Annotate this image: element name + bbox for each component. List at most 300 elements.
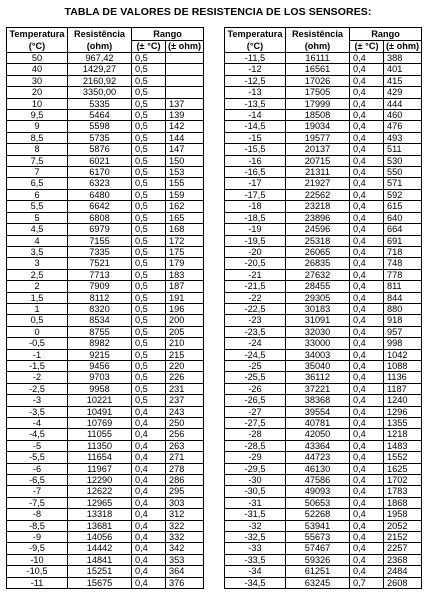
temperature-cell: -21,5 [225,281,286,292]
range-c-cell: 0,4 [350,338,384,349]
table-row [7,532,204,543]
table-row [225,201,422,212]
resistance-cell: 2160,92 [68,75,132,86]
range-ohm-cell: 215 [166,349,204,360]
range-c-cell: 0,5 [132,167,166,178]
range-ohm-cell: 342 [166,543,204,554]
resistance-cell: 14056 [68,532,132,543]
range-ohm-cell [166,87,204,98]
range-ohm-cell: 220 [166,360,204,371]
temperature-cell: -2,5 [7,383,68,394]
resistance-cell: 9215 [68,349,132,360]
resistance-cell: 9958 [68,383,132,394]
temperature-cell: -18,5 [225,212,286,223]
resistance-cell: 38368 [286,395,350,406]
table-row [225,532,422,543]
range-ohm-cell: 415 [384,75,422,86]
table-row [225,98,422,109]
temperature-cell: 3,5 [7,246,68,257]
range-ohm-cell: 1218 [384,429,422,440]
resistance-cell: 7713 [68,269,132,280]
table-row [225,497,422,508]
range-ohm-cell: 295 [166,486,204,497]
table-row [7,360,204,371]
temperature-cell: -9,5 [7,543,68,554]
range-ohm-cell: 168 [166,224,204,235]
table-row [225,258,422,269]
resistance-cell: 7335 [68,246,132,257]
table-row [7,497,204,508]
temperature-cell: 0,5 [7,315,68,326]
table-row [7,577,204,588]
resistance-cell: 5735 [68,132,132,143]
temperature-cell: -14,5 [225,121,286,132]
temperature-cell: -30,5 [225,486,286,497]
range-c-cell: 0,4 [350,292,384,303]
range-ohm-cell: 493 [384,132,422,143]
resistance-cell: 57467 [286,543,350,554]
range-c-cell: 0,4 [350,326,384,337]
temperature-cell: 2,5 [7,269,68,280]
range-c-cell: 0,4 [350,520,384,531]
resistance-cell: 20137 [286,144,350,155]
resistance-table-right [224,27,422,589]
range-c-cell: 0,7 [350,577,384,588]
resistance-cell: 9703 [68,372,132,383]
range-c-cell: 0,4 [350,452,384,463]
resistance-cell: 17505 [286,87,350,98]
temperature-cell: -31,5 [225,509,286,520]
range-ohm-cell: 718 [384,246,422,257]
resistance-cell: 25318 [286,235,350,246]
range-ohm-cell: 187 [166,281,204,292]
table-row [225,554,422,565]
table-row [7,452,204,463]
table-row [7,463,204,474]
temperature-cell: -17,5 [225,189,286,200]
range-c-cell: 0,4 [350,98,384,109]
range-ohm-cell [166,64,204,75]
range-c-cell: 0,4 [350,235,384,246]
range-ohm-cell: 918 [384,315,422,326]
table-row [225,566,422,577]
temperature-cell: -11,5 [225,53,286,64]
resistance-cell: 10769 [68,418,132,429]
table-row [7,167,204,178]
temperature-cell: 0 [7,326,68,337]
temperature-cell: 7 [7,167,68,178]
temperature-cell: 7,5 [7,155,68,166]
temperature-cell: -22 [225,292,286,303]
range-c-cell: 0,4 [350,486,384,497]
resistance-header-label: Resistência [291,29,344,39]
range-c-cell: 0,4 [350,566,384,577]
temperature-cell: 2 [7,281,68,292]
resistance-cell: 7909 [68,281,132,292]
range-ohm-cell: 1702 [384,475,422,486]
range-c-cell: 0,4 [350,349,384,360]
range-ohm-cell: 172 [166,235,204,246]
range-ohm-cell: 243 [166,406,204,417]
temperature-cell: -25 [225,360,286,371]
temperature-cell: -30 [225,475,286,486]
temperature-cell: -15,5 [225,144,286,155]
range-ohm-cell: 640 [384,212,422,223]
range-c-cell: 0,4 [132,566,166,577]
range-ohm-cell: 778 [384,269,422,280]
range-ohm-cell: 142 [166,121,204,132]
resistance-cell: 3350,00 [68,87,132,98]
resistance-cell: 967,42 [68,53,132,64]
range-c-cell: 0,5 [132,212,166,223]
range-c-cell: 0,4 [350,178,384,189]
resistance-cell: 19577 [286,132,350,143]
resistance-cell: 5464 [68,110,132,121]
resistance-cell: 20715 [286,155,350,166]
temperature-cell: -16 [225,155,286,166]
resistance-cell: 26065 [286,246,350,257]
resistance-cell: 27632 [286,269,350,280]
resistance-cell: 6170 [68,167,132,178]
range-c-cell: 0,4 [350,281,384,292]
range-c-cell: 0,4 [132,520,166,531]
table-row [225,121,422,132]
range-ohm-cell: 571 [384,178,422,189]
range-c-header: (± °C) [350,41,384,53]
range-ohm-cell: 137 [166,98,204,109]
range-ohm-cell: 353 [166,554,204,565]
resistance-cell: 8755 [68,326,132,337]
table-row [225,383,422,394]
table-row [225,132,422,143]
temperature-cell: -18 [225,201,286,212]
table-row [7,520,204,531]
table-row [7,246,204,257]
table-row [225,440,422,451]
table-row [7,372,204,383]
range-c-cell: 0,4 [350,406,384,417]
range-ohm-cell: 191 [166,292,204,303]
temperature-cell: -6 [7,463,68,474]
range-c-cell: 0,4 [350,121,384,132]
resistance-header-label: Resistência [73,29,126,39]
range-c-cell: 0,4 [350,383,384,394]
temperature-cell: -29,5 [225,463,286,474]
range-ohm-cell: 256 [166,429,204,440]
range-c-cell: 0,4 [350,395,384,406]
range-ohm-cell: 957 [384,326,422,337]
temperature-header-label: Temperatura [9,29,65,39]
range-ohm-cell: 1042 [384,349,422,360]
temperature-cell: -26,5 [225,395,286,406]
resistance-table-left [6,27,204,589]
temperature-cell: -13,5 [225,98,286,109]
temperature-unit-label: (°C) [28,41,46,51]
temperature-cell: -28,5 [225,440,286,451]
range-c-cell: 0,4 [350,360,384,371]
range-ohm-cell: 286 [166,475,204,486]
resistance-cell: 8982 [68,338,132,349]
table-row [225,520,422,531]
table-row [7,440,204,451]
range-c-cell: 0,5 [132,383,166,394]
range-c-cell: 0,4 [350,132,384,143]
range-c-cell: 0,4 [132,475,166,486]
resistance-cell: 12290 [68,475,132,486]
table-row [7,475,204,486]
resistance-cell: 42050 [286,429,350,440]
table-row [225,349,422,360]
range-ohm-header: (± ohm) [166,41,204,53]
range-ohm-cell: 460 [384,110,422,121]
temperature-cell: -34 [225,566,286,577]
range-ohm-cell: 237 [166,395,204,406]
range-c-cell: 0,4 [350,224,384,235]
resistance-cell: 15675 [68,577,132,588]
temperature-cell: 4,5 [7,224,68,235]
range-c-cell: 0,5 [132,201,166,212]
temperature-cell: -3 [7,395,68,406]
range-ohm-cell: 664 [384,224,422,235]
range-c-cell: 0,4 [132,440,166,451]
range-ohm-cell: 303 [166,497,204,508]
range-c-cell: 0,5 [132,144,166,155]
resistance-cell: 33000 [286,338,350,349]
temperature-cell: 5,5 [7,201,68,212]
range-ohm-cell: 1187 [384,383,422,394]
range-c-cell: 0,4 [132,532,166,543]
temperature-cell: -7,5 [7,497,68,508]
temperature-cell: 4 [7,235,68,246]
temperature-cell: -1,5 [7,360,68,371]
table-row [225,303,422,314]
resistance-cell: 6642 [68,201,132,212]
table-row [225,395,422,406]
resistance-cell: 9456 [68,360,132,371]
range-ohm-cell: 144 [166,132,204,143]
range-c-cell: 0,5 [132,269,166,280]
range-ohm-cell: 511 [384,144,422,155]
table-row [225,167,422,178]
temperature-cell: -20,5 [225,258,286,269]
table-row [225,212,422,223]
range-c-cell: 0,5 [132,189,166,200]
range-c-cell: 0,4 [350,201,384,212]
range-ohm-cell: 231 [166,383,204,394]
range-ohm-cell: 429 [384,87,422,98]
table-row [7,349,204,360]
temperature-cell: -33 [225,543,286,554]
resistance-cell: 46130 [286,463,350,474]
table-row [7,98,204,109]
resistance-cell: 8112 [68,292,132,303]
temperature-cell: -8 [7,509,68,520]
resistance-cell: 23218 [286,201,350,212]
table-row [225,144,422,155]
range-c-cell: 0,4 [132,452,166,463]
temperature-cell: -4 [7,418,68,429]
range-c-cell: 0,5 [132,349,166,360]
table-row [225,429,422,440]
temperature-cell: 3 [7,258,68,269]
resistance-cell: 6480 [68,189,132,200]
resistance-cell: 11654 [68,452,132,463]
range-c-cell: 0,5 [132,178,166,189]
resistance-cell: 13681 [68,520,132,531]
resistance-cell: 55673 [286,532,350,543]
range-ohm-cell: 2052 [384,520,422,531]
resistance-cell: 7155 [68,235,132,246]
table-row [225,178,422,189]
temperature-cell: -33,5 [225,554,286,565]
range-c-cell: 0,4 [350,269,384,280]
range-ohm-cell: 530 [384,155,422,166]
table-row [225,246,422,257]
resistance-cell: 35040 [286,360,350,371]
table-row [225,315,422,326]
table-row [225,486,422,497]
temperature-cell: -25,5 [225,372,286,383]
resistance-cell: 5335 [68,98,132,109]
resistance-cell: 39554 [286,406,350,417]
resistance-cell: 11055 [68,429,132,440]
range-c-cell: 0,4 [350,509,384,520]
temperature-header [7,28,68,53]
resistance-cell: 63245 [286,577,350,588]
range-ohm-cell: 183 [166,269,204,280]
resistance-cell: 14841 [68,554,132,565]
resistance-cell: 6979 [68,224,132,235]
temperature-cell: 9 [7,121,68,132]
range-c-cell: 0,4 [132,418,166,429]
table-row [225,292,422,303]
resistance-cell: 6323 [68,178,132,189]
range-ohm-cell: 153 [166,167,204,178]
temperature-cell: -32 [225,520,286,531]
range-ohm-cell: 196 [166,303,204,314]
temperature-cell: -24 [225,338,286,349]
resistance-cell: 21927 [286,178,350,189]
range-c-cell: 0,5 [132,224,166,235]
range-ohm-cell: 2152 [384,532,422,543]
temperature-cell: -10,5 [7,566,68,577]
range-ohm-cell: 748 [384,258,422,269]
range-ohm-cell: 175 [166,246,204,257]
range-c-cell: 0,5 [132,64,166,75]
table-row [7,383,204,394]
resistance-cell: 7521 [68,258,132,269]
range-c-cell: 0,4 [350,554,384,565]
range-c-cell: 0,4 [132,509,166,520]
range-c-header: (± °C) [132,41,166,53]
range-c-cell: 0,4 [350,110,384,121]
range-c-cell: 0,4 [132,406,166,417]
temperature-cell: -2 [7,372,68,383]
range-c-cell: 0,5 [132,246,166,257]
resistance-cell: 23896 [286,212,350,223]
resistance-cell: 16561 [286,64,350,75]
table-row [225,509,422,520]
range-c-cell: 0,5 [132,338,166,349]
temperature-cell: -19,5 [225,235,286,246]
range-c-cell: 0,5 [132,75,166,86]
table-row [7,212,204,223]
table-row [7,326,204,337]
range-header: Rango [132,28,204,41]
table-row [7,406,204,417]
resistance-cell: 30183 [286,303,350,314]
table-row [225,269,422,280]
resistance-cell: 50653 [286,497,350,508]
temperature-cell: 50 [7,53,68,64]
resistance-cell: 24596 [286,224,350,235]
table-row [225,360,422,371]
range-c-cell: 0,4 [350,372,384,383]
table-row [7,292,204,303]
range-header: Rango [350,28,422,41]
resistance-cell: 32030 [286,326,350,337]
range-ohm-cell: 322 [166,520,204,531]
table-row [225,452,422,463]
range-ohm-cell: 401 [384,64,422,75]
temperature-cell: -5 [7,440,68,451]
temperature-cell: -7 [7,486,68,497]
table-row [7,178,204,189]
resistance-cell: 47586 [286,475,350,486]
range-c-cell: 0,4 [350,532,384,543]
table-row [7,132,204,143]
range-ohm-cell: 1958 [384,509,422,520]
range-c-cell: 0,4 [132,543,166,554]
table-row [7,269,204,280]
range-ohm-cell: 880 [384,303,422,314]
range-c-cell: 0,4 [350,418,384,429]
table-row [7,201,204,212]
resistance-cell: 13318 [68,509,132,520]
range-ohm-cell: 159 [166,189,204,200]
resistance-cell: 26835 [286,258,350,269]
resistance-cell: 61251 [286,566,350,577]
range-c-cell: 0,4 [350,440,384,451]
range-ohm-cell: 2368 [384,554,422,565]
range-ohm-cell: 2257 [384,543,422,554]
range-c-cell: 0,4 [350,144,384,155]
temperature-cell: -27 [225,406,286,417]
range-ohm-cell: 139 [166,110,204,121]
temperature-cell: -21 [225,269,286,280]
resistance-cell: 16111 [286,53,350,64]
table-row [225,235,422,246]
resistance-cell: 11350 [68,440,132,451]
temperature-unit-label: (°C) [246,41,264,51]
temperature-cell: -4,5 [7,429,68,440]
table-row [225,155,422,166]
range-ohm-cell: 210 [166,338,204,349]
temperature-cell: -3,5 [7,406,68,417]
table-row [7,235,204,246]
resistance-cell: 8534 [68,315,132,326]
temperature-cell: -10 [7,554,68,565]
range-ohm-cell: 1355 [384,418,422,429]
temperature-cell: 30 [7,75,68,86]
range-c-cell: 0,4 [350,258,384,269]
resistance-cell: 18508 [286,110,350,121]
temperature-cell: -32,5 [225,532,286,543]
table-body-right [225,53,422,589]
range-ohm-cell: 205 [166,326,204,337]
temperature-cell: 20 [7,87,68,98]
range-ohm-cell [166,75,204,86]
